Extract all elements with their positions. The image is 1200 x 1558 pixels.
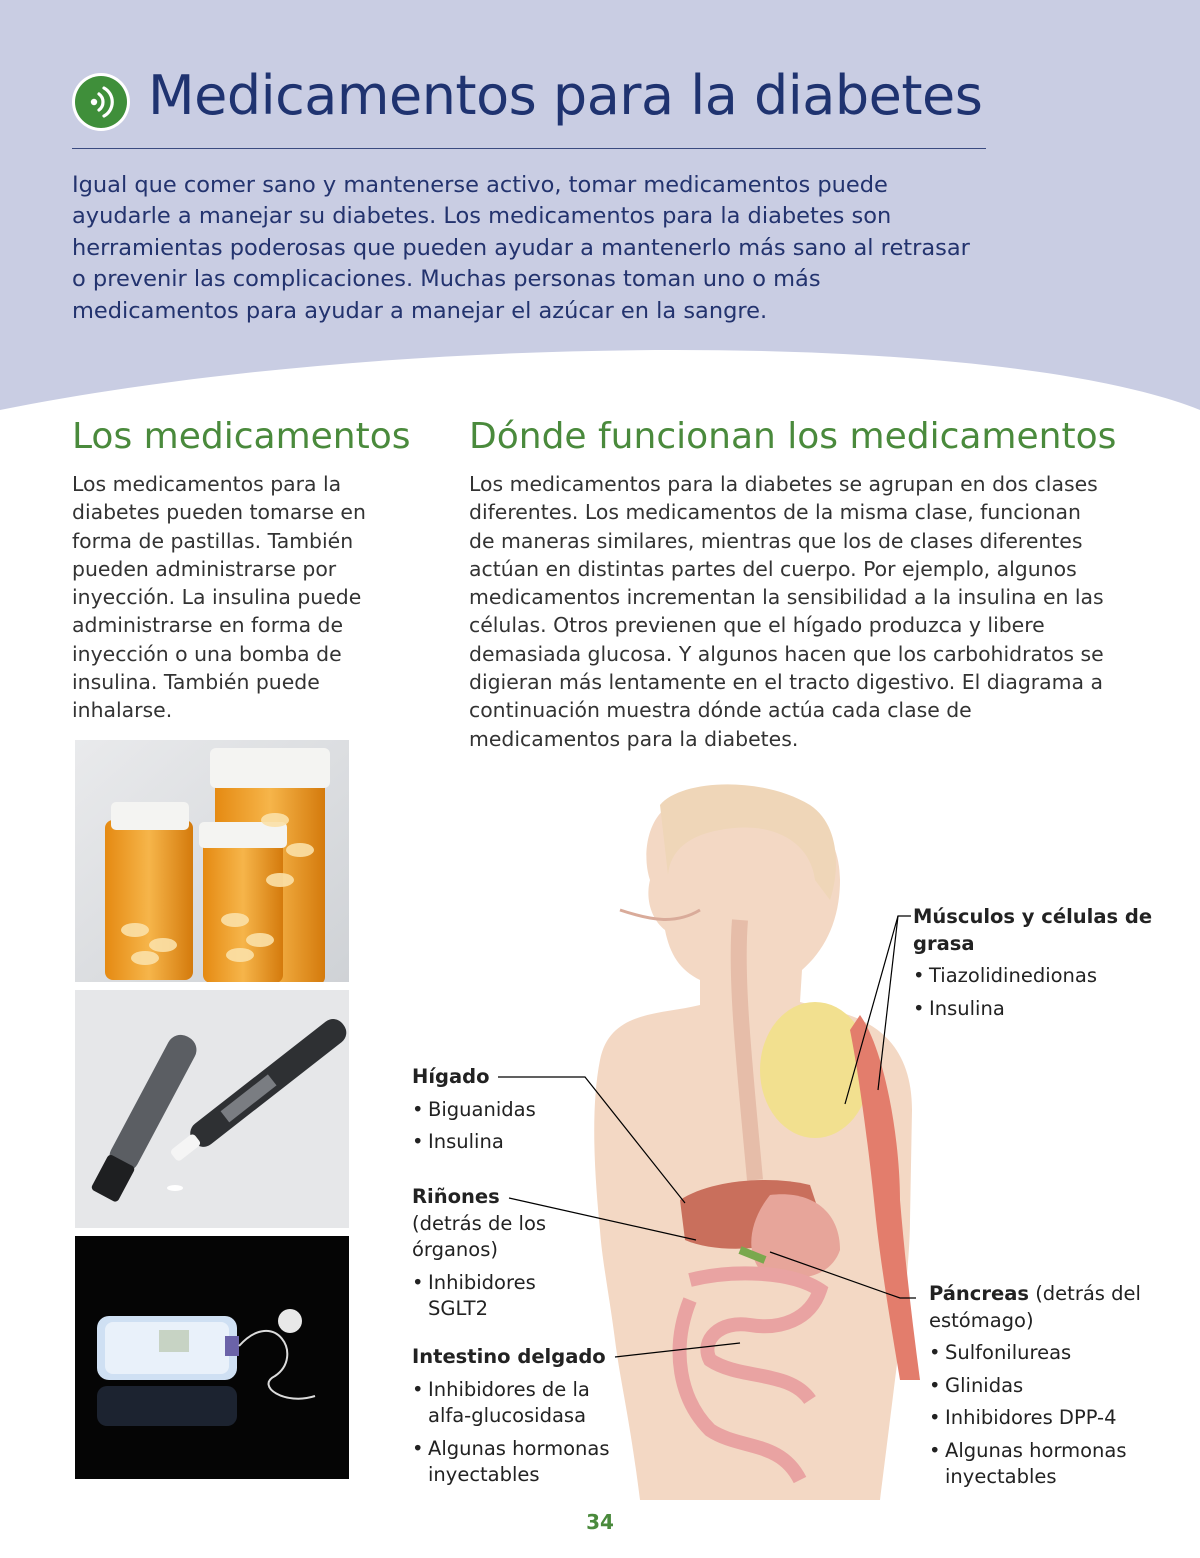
pill-bottles-photo [75, 740, 349, 982]
callout-musculos-list [913, 963, 1153, 1022]
insulin-pen-photo [75, 990, 349, 1228]
list-item: • Sulfonilureas [929, 1340, 1144, 1367]
callout-musculos [913, 904, 1153, 1028]
callout-pancreas [929, 1281, 1144, 1497]
callout-musculos-head: Músculos y células de grasa [913, 905, 1153, 955]
callout-rinones [412, 1184, 562, 1329]
callout-rinones-head: Riñones [412, 1185, 500, 1208]
callout-intestino [412, 1344, 627, 1495]
list-item: • Tiazolidinedionas [913, 963, 1153, 990]
audio-icon[interactable] [71, 72, 131, 132]
list-item: • Insulina [913, 996, 1153, 1023]
callout-intestino-list [412, 1377, 627, 1489]
callout-pancreas-list [929, 1340, 1144, 1491]
section-heading-donde: Dónde funcionan los medicamentos [469, 416, 1117, 457]
page-title: Medicamentos para la diabetes [148, 64, 983, 127]
list-item: • Inhibidores de la alfa-glucosidasa [412, 1377, 627, 1430]
callout-pancreas-head: Páncreas [929, 1282, 1029, 1305]
callout-higado-head: Hígado [412, 1065, 490, 1088]
list-item: • Glinidas [929, 1373, 1144, 1400]
page-number: 34 [586, 1510, 614, 1534]
intro-paragraph: Igual que comer sano y mantenerse activo, tomar medicamentos puede ayudarle a manejar su diabetes. Los medicamentos para la diabetes son herramientas poderosas que pueden ayudar a mantenerlo más sano al retrasar o prevenir las complicaciones. Muchas personas toman uno o más medicamentos para ayudar a manejar el azúcar en la sangre. [72, 172, 970, 324]
callout-intestino-head: Intestino delgado [412, 1345, 606, 1368]
list-item: • Inhibidores SGLT2 [412, 1270, 562, 1323]
section-text-medicamentos: Los medicamentos para la diabetes pueden tomarse en forma de pastillas. También pueden administrarse por inyección. La insulina puede administrarse en forma de inyección o una bomba de insulina. También puede inhalarse. [72, 472, 366, 723]
callout-higado [412, 1064, 592, 1162]
list-item: • Algunas hormonas inyectables [412, 1436, 627, 1489]
callout-rinones-note: (detrás de los órganos) [412, 1211, 547, 1261]
list-item: • Inhibidores DPP-4 [929, 1405, 1144, 1432]
list-item: • Algunas hormonas inyectables [929, 1438, 1144, 1491]
section-heading-medicamentos: Los medicamentos [72, 416, 411, 457]
insulin-pump-photo [75, 1236, 349, 1479]
list-item: • Biguanidas [412, 1097, 592, 1124]
title-divider [72, 148, 986, 149]
callout-rinones-list [412, 1270, 562, 1323]
callout-pancreas-note: (detrás del estómago) [929, 1282, 1141, 1332]
section-text-donde: Los medicamentos para la diabetes se agrupan en dos clases diferentes. Los medicamentos de la misma clase, funcionan de maneras similares, mientras que los de clases diferentes actúan en distintas partes del cuerpo. Por ejemplo, algunos medicamentos incrementan la sensibilidad a la insulina en las células. Otros previenen que el hígado produzca y libere demasiada glucosa. Y algunos hacen que los carbohidratos se digieran más lentamente en el tracto digestivo. El diagrama a continuación muestra dónde actúa cada clase de medicamentos para la diabetes. [469, 472, 1104, 751]
list-item: • Insulina [412, 1129, 592, 1156]
callout-higado-list [412, 1097, 592, 1156]
